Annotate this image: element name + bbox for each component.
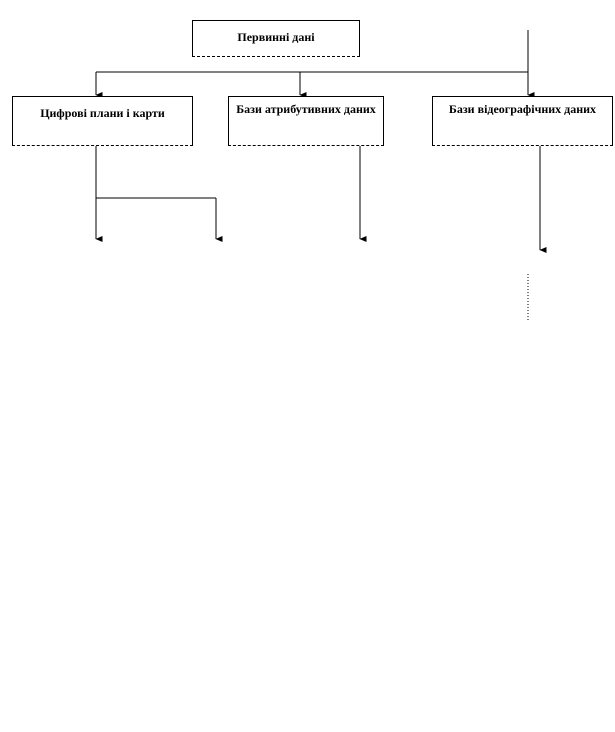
node-digital-maps-label: Цифрові плани і карти	[40, 106, 165, 120]
node-digital-maps	[12, 96, 193, 146]
node-root-label: Первинні дані	[237, 30, 315, 44]
node-video-db-label: Бази відеографічних даних	[448, 102, 597, 116]
node-root	[192, 20, 360, 57]
node-attribute-db	[228, 96, 384, 146]
node-video-db	[432, 96, 613, 146]
node-attribute-db-label: Бази атрибутивних даних	[236, 102, 376, 116]
